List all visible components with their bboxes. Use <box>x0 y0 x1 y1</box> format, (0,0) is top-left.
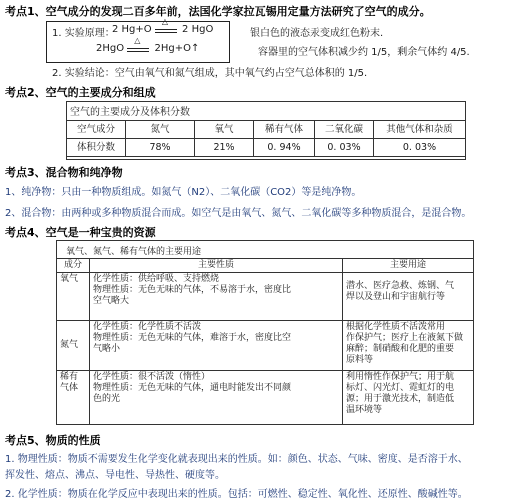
use-line: 标灯、闪光灯、霓虹灯的电 <box>346 383 455 393</box>
header-cell: 主要性质 <box>90 259 343 273</box>
uses-header-row <box>57 259 474 273</box>
property-line: 化学性质：供给呼吸、支持燃烧 <box>93 274 220 284</box>
use-line: 焊以及登山和宇宙航行等 <box>346 292 446 302</box>
composition-value-row <box>67 139 466 157</box>
kd1-conclusion: 2. 实验结论：空气由氧气和氮气组成，其中氧气约占空气总体积的 1/5. <box>52 68 368 79</box>
composition-table <box>66 120 466 157</box>
property-line: 气略小 <box>93 344 121 354</box>
eq1-left: 2 Hg+O <box>112 24 152 35</box>
reaction-arrow-2 <box>127 48 149 49</box>
gas-name-cell: 氧气 <box>57 273 90 321</box>
kd3-line-1: 1、纯净物：只由一种物质组成。如氮气（N2）、二氧化碳（CO2）等是纯净物。 <box>5 187 362 198</box>
value-cell: 0. 03% <box>374 139 466 157</box>
properties-cell <box>90 273 343 321</box>
property-line: 化学性质：化学性质不活泼 <box>93 322 202 332</box>
use-line: 作保护气；医疗上在液氮下做 <box>346 333 464 343</box>
header-cell: 氧气 <box>195 121 254 139</box>
use-line: 原料等 <box>346 355 374 365</box>
equation-2 <box>96 36 200 54</box>
observation-1: 银白色的液态汞变成红色粉末. <box>250 28 384 39</box>
value-cell: 78% <box>126 139 195 157</box>
value-cell: 0. 94% <box>254 139 315 157</box>
use-line: 潜水、医疗急救、炼钢、气 <box>346 281 455 291</box>
uses-row-nitrogen <box>57 321 474 371</box>
gas-up-arrow: ↑ <box>190 43 200 54</box>
eq2-right: 2Hg+O <box>154 43 191 54</box>
header-cell: 主要用途 <box>343 259 474 273</box>
uses-cell <box>343 273 474 321</box>
uses-cell <box>343 321 474 371</box>
principle-label: 1. 实验原理： <box>52 28 115 39</box>
composition-header-row <box>67 121 466 139</box>
kd5-line-2: 2. 化学性质：物质在化学反应中表现出来的性质。包括：可燃性、稳定性、氧化性、还原性、酸碱性等。 <box>5 489 468 500</box>
header-cell: 空气成分 <box>67 121 126 139</box>
header-cell: 二氧化碳 <box>315 121 374 139</box>
property-line: 空气略大 <box>93 296 130 306</box>
eq2-left: 2HgO <box>96 43 125 54</box>
use-line: 温环境等 <box>346 405 383 415</box>
property-line: 物理性质：无色无味的气体，通电时能发出不同颜 <box>93 383 292 393</box>
composition-table-title: 空气的主要成分及体积分数 <box>70 107 190 118</box>
property-line: 色的光 <box>93 394 121 404</box>
header-cell: 稀有气体 <box>254 121 315 139</box>
eq1-right: 2 HgO <box>182 24 214 35</box>
uses-row-oxygen <box>57 273 474 321</box>
kd5-line-1b: 挥发性、熔点、沸点、导电性、导热性、硬度等。 <box>5 470 225 481</box>
property-line: 化学性质：很不活泼（惰性） <box>93 372 211 382</box>
kd2-title: 考点2、空气的主要成分和组成 <box>5 86 156 99</box>
use-line: 根据化学性质不活泼常用 <box>346 322 446 332</box>
property-line: 物理性质：无色无味的气体，不易溶于水，密度比 <box>93 285 292 295</box>
use-line: 源；用于激光技术，制造低 <box>346 394 455 404</box>
kd3-line-2: 2、混合物：由两种或多种物质混合而成。如空气是由氧气、氮气、二氧化碳等多种物质混合，是混合物。 <box>5 208 472 219</box>
uses-cell <box>343 371 474 425</box>
header-cell: 氮气 <box>126 121 195 139</box>
equation-1 <box>112 17 214 35</box>
uses-table-title: 氧气、氮气、稀有气体的主要用途 <box>66 247 202 257</box>
use-line: 麻醉；制硝酸和化肥的重要 <box>346 344 455 354</box>
gas-name-cell: 氮气 <box>57 321 90 371</box>
header-cell: 其他气体和杂质 <box>374 121 466 139</box>
kd4-title: 考点4、空气是一种宝贵的资源 <box>5 226 156 239</box>
property-line: 物理性质：无色无味的气体，难溶于水，密度比空 <box>93 333 292 343</box>
properties-cell <box>90 321 343 371</box>
delta-symbol: △ <box>161 17 169 26</box>
delta-symbol-2: △ <box>134 36 141 45</box>
uses-table <box>56 258 474 425</box>
value-cell: 21% <box>195 139 254 157</box>
use-line: 利用惰性作保护气；用于航 <box>346 372 455 382</box>
row-label-cell: 体积分数 <box>67 139 126 157</box>
reaction-arrow <box>155 29 177 30</box>
header-cell: 成分 <box>57 259 90 273</box>
kd5-line-1a: 1. 物理性质：物质不需要发生化学变化就表现出来的性质。如：颜色、状态、气味、密度、是否溶于水、 <box>5 454 468 465</box>
uses-row-noble-gas <box>57 371 474 425</box>
kd5-title: 考点5、物质的性质 <box>5 434 101 447</box>
observation-2: 容器里的空气体积减少约 1/5，剩余气体约 4/5. <box>258 47 470 58</box>
kd1-title: 考点1、空气成分的发现二百多年前，法国化学家拉瓦锡用定量方法研究了空气的成分。 <box>5 5 431 18</box>
properties-cell <box>90 371 343 425</box>
gas-name-cell: 稀有气体 <box>57 371 90 425</box>
kd3-title: 考点3、混合物和纯净物 <box>5 166 123 179</box>
value-cell: 0. 03% <box>315 139 374 157</box>
